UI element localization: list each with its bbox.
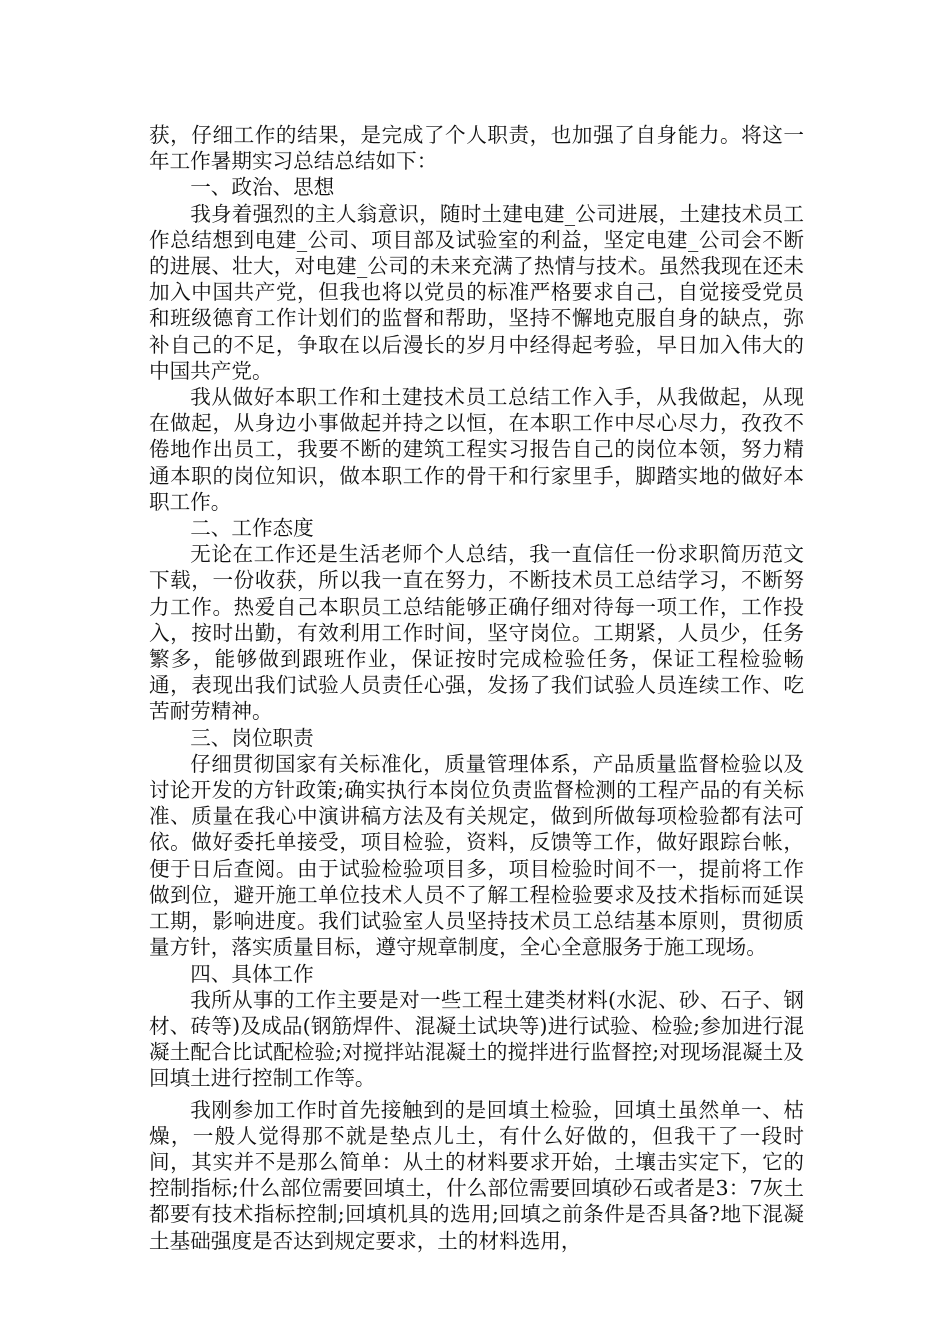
section-heading-responsibility: 三、岗位职责 (190, 725, 314, 750)
document-body (149, 122, 804, 1254)
section-heading-work: 四、具体工作 (190, 961, 314, 986)
paragraph-intro: 获，仔细工作的结果，是完成了个人职责，也加强了自身能力。将这一年工作暑期实习总结总结如下： (149, 123, 804, 174)
paragraph-attitude: 无论在工作还是生活老师个人总结，我一直信任一份求职简历范文下载，一份收获，所以我一直在努力，不断技术员工总结学习，不断努力工作。热爱自己本职员工总结能够正确仔细对待每一项工作，工作投入，按时出勤，有效利用工作时间，坚守岗位。工期紧，人员少，任务繁多，能够做到跟班作业，保证按时完成检验任务，保证工程检验畅通，表现出我们试验人员责任心强，发扬了我们试验人员连续工作、吃苦耐劳精神。 (149, 542, 804, 724)
paragraph-work: 我所从事的工作主要是对一些工程土建类材料(水泥、砂、石子、钢材、砖等)及成品(钢筋焊件、混凝土试块等)进行试验、检验;参加进行混凝土配合比试配检验;对搅拌站混凝土的搅拌进行监督控;对现场混凝土及回填土进行控制工作等。 (149, 987, 804, 1091)
section-heading-attitude: 二、工作态度 (190, 516, 314, 541)
paragraph-politics: 我身着强烈的主人翁意识，随时土建电建_公司进展，土建技术员工作总结想到电建_公司、项目部及试验室的利益，坚定电建_公司会不断的进展、壮大，对电建_公司的未来充满了热情与技术。虽然我现在还未加入中国共产党，但我也将以党员的标准严格要求自己，自觉接受党员和班级德育工作计划们的监督和帮助，坚持不懈地克服自身的缺点，弥补自己的不足，争取在以后漫长的岁月中经得起考验，早日加入伟大的中国共产党。 (149, 201, 804, 383)
paragraph-backfill: 我刚参加工作时首先接触到的是回填土检验，回填土虽然单一、枯燥，一般人觉得那不就是垫点儿土，有什么好做的，但我干了一段时间，其实并不是那么简单：从土的材料要求开始，土壤击实定下，它的控制指标;什么部位需要回填土，什么部位需要回填砂石或者是3：7灰土都要有技术指标控制;回填机具的选用;回填之前条件是否具备?地下混凝土基础强度是否达到规定要求，土的材料选用， (149, 1097, 804, 1253)
section-heading-politics: 一、政治、思想 (190, 175, 335, 200)
paragraph-responsibility: 仔细贯彻国家有关标准化，质量管理体系，产品质量监督检验以及讨论开发的方针政策;确实执行本岗位负责监督检测的工程产品的有关标准、质量在我心中演讲稿方法及有关规定，做到所做每项检验都有法可依。做好委托单接受，项目检验，资料，反馈等工作，做好跟踪台帐，便于日后查阅。由于试验检验项目多，项目检验时间不一，提前将工作做到位，避开施工单位技术人员不了解工程检验要求及技术指标而延误工期，影响进度。我们试验室人员坚持技术员工总结基本原则，贯彻质量方针，落实质量目标，遵守规章制度，全心全意服务于施工现场。 (149, 751, 804, 960)
paragraph-duty: 我从做好本职工作和土建技术员工总结工作入手，从我做起，从现在做起，从身边小事做起并持之以恒，在本职工作中尽心尽力，孜孜不倦地作出员工，我要不断的建筑工程实习报告自己的岗位本领，努力精通本职的岗位知识，做本职工作的骨干和行家里手，脚踏实地的做好本职工作。 (149, 385, 804, 514)
